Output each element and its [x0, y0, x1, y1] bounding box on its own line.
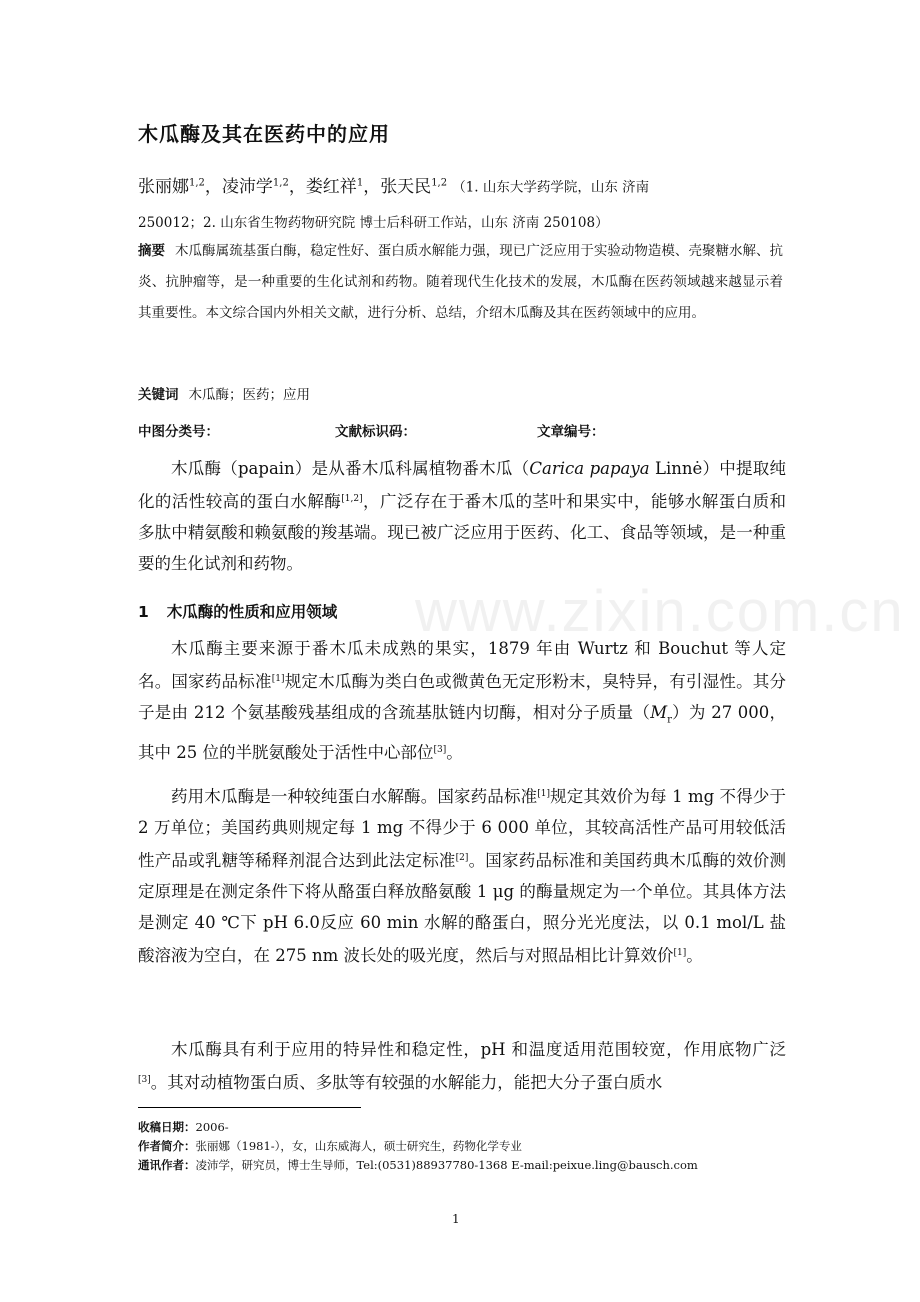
author-name: 张天民 — [380, 176, 432, 197]
footnote-text: 张丽娜（1981-），女，山东威海人，硕士研究生，药物化学专业 — [195, 1139, 522, 1153]
abstract — [138, 236, 783, 329]
intro-text: ，广泛存在于番木瓜的茎叶和果实中，能够水解蛋白质和多肽中精氨酸和赖氨酸的羧基端。现已被广泛应用于医药、化工、食品等领域，是一种重要的生化试剂和药物。 — [138, 492, 787, 573]
footnote-corresponding-author: 通讯作者：凌沛学，研究员，博士生导师，Tel:(0531)88937780-1368 E-mail:peixue.ling@bausch.com — [138, 1158, 698, 1172]
paragraph-text: 。 — [686, 946, 703, 965]
citation: [1] — [271, 674, 285, 684]
paragraph-text: 规定木瓜酶为类白色或微黄色无定形粉末，臭特异，有引湿性。其分子是由 212 个氨基酸残基组成的含巯基肽链内切酶，相对分子质量（ — [138, 672, 787, 722]
paragraph-text: 木瓜酶具有利于应用的特异性和稳定性，pH 和温度适用范围较宽，作用底物广泛 — [171, 1040, 786, 1059]
paragraph-text: 。国家药品标准和美国药典木瓜酶的效价测定原理是在测定条件下将从酪蛋白释放酪氨酸 1 μg 的酶量规定为一个单位。其具体方法是测定 40 ℃下 pH 6.0反应 60 min 水解的酪蛋白，照分光光度法，以 0.1 mol/L 盐酸溶液为空白，在 275 nm 波长处的吸光度，然后与对照品相比计算效价 — [138, 851, 787, 965]
section-heading — [138, 600, 337, 622]
paragraph-text: 规定其效价为每 1 mg 不得少于 2 万单位；美国药典则规定每 1 mg 不得少于 6 000 单位，其较高活性产品可用较低活性产品或乳糖等稀释剂混合达到此法定标准 — [138, 787, 787, 870]
paragraph-text: 。 — [446, 743, 463, 763]
citation: [2] — [455, 853, 469, 863]
author-affiliation-mark: 1 — [356, 177, 364, 188]
citation: [3] — [138, 1075, 151, 1085]
paragraph-1 — [138, 633, 786, 768]
page-number: 1 — [452, 1212, 460, 1226]
paragraph-2 — [138, 779, 786, 971]
watermark: www.zixin.com.cn — [415, 579, 905, 644]
keywords — [138, 380, 783, 411]
section-number: 1 — [138, 603, 149, 621]
author-affiliation-mark: 1,2 — [189, 177, 205, 188]
paragraph-text: 木瓜酶主要来源于番木瓜未成熟的果实，1879 年由 Wurtz 和 Bouchut 等人定名。国家药品标准 — [138, 639, 786, 691]
keywords-label: 关键词 — [138, 387, 179, 403]
footnote-text: 凌沛学，研究员，博士生导师，Tel:(0531)88937780-1368 E-mail:peixue.ling@bausch.com — [195, 1158, 698, 1172]
footnote-divider — [138, 1107, 361, 1108]
author-names: 张丽娜$^{1,2}$，凌沛学$^{1,2}$，娄红祥$^1$，张天民$^{1,2}$ — [138, 176, 448, 197]
footnote-label: 通讯作者 — [138, 1158, 184, 1172]
abstract-label: 摘要 — [138, 243, 166, 259]
author-name: 娄红祥 — [305, 176, 357, 197]
intro-text: 木瓜酶（papain）是从番木瓜科属植物番木瓜（ — [171, 459, 530, 478]
article-number-label: 文章编号： — [537, 424, 605, 440]
author-affiliation-mark: 1,2 — [272, 177, 289, 188]
affiliation-line-1: （1. 山东大学药学院，山东 济南 — [452, 179, 650, 196]
doc-code-label: 文献标识码： — [335, 424, 416, 440]
clc-label: 中图分类号： — [138, 424, 219, 440]
author-affiliation-mark: 1,2 — [431, 177, 448, 188]
citation: [3] — [433, 745, 447, 756]
author-name: 凌沛学 — [221, 176, 273, 197]
paragraph-text: 。其对动植物蛋白质、多肽等有较强的水解能力，能把大分子蛋白质水 — [150, 1073, 663, 1092]
footnote-label: 作者简介 — [138, 1139, 184, 1153]
paragraph-3 — [138, 1034, 786, 1098]
affiliation-line-2: 250012；2. 山东省生物药物研究院 博士后科研工作站，山东 济南 250108） — [138, 214, 609, 231]
intro-paragraph — [138, 453, 786, 579]
abstract-text: 木瓜酶属巯基蛋白酶，稳定性好、蛋白质水解能力强，现已广泛应用于实验动物造模、壳聚糖水解、抗炎、抗肿瘤等，是一种重要的生化试剂和药物。随着现代生化技术的发展，木瓜酶在医药领域越来越显示着其重要性。本文综合国内外相关文献，进行分析、总结，介绍木瓜酶及其在医药领域中的应用。 — [138, 243, 784, 321]
citation: [1] — [537, 789, 550, 799]
classification-line — [138, 420, 783, 444]
paper-title: 木瓜酶及其在医药中的应用 — [138, 122, 390, 146]
footnote-received: 收稿日期：2006- — [138, 1120, 229, 1134]
footnote-text: 2006- — [195, 1120, 229, 1134]
author-name: 张丽娜 — [138, 176, 189, 197]
paragraph-text: ）为 27 000，其中 25 位的半胱氨酸处于活性中心部位 — [138, 703, 786, 763]
latin-species-name: Carica papaya — [529, 459, 650, 478]
keywords-text: 木瓜酶；医药；应用 — [188, 387, 310, 403]
section-title: 木瓜酶的性质和应用领域 — [166, 603, 338, 621]
citation: [1] — [673, 948, 687, 958]
citation: [1,2] — [341, 494, 363, 504]
symbol-mr: M — [650, 703, 668, 722]
footnote-author-bio: 作者简介：张丽娜（1981-），女，山东威海人，硕士研究生，药物化学专业 — [138, 1139, 522, 1153]
author-block — [138, 166, 778, 240]
symbol-mr-subscript: r — [667, 714, 672, 726]
intro-text: Linnė）中提取纯化的活性较高的蛋白水解酶 — [138, 459, 786, 511]
footnote-label: 收稿日期 — [138, 1120, 184, 1134]
paragraph-text: 药用木瓜酶是一种较纯蛋白水解酶。国家药品标准 — [171, 787, 538, 806]
